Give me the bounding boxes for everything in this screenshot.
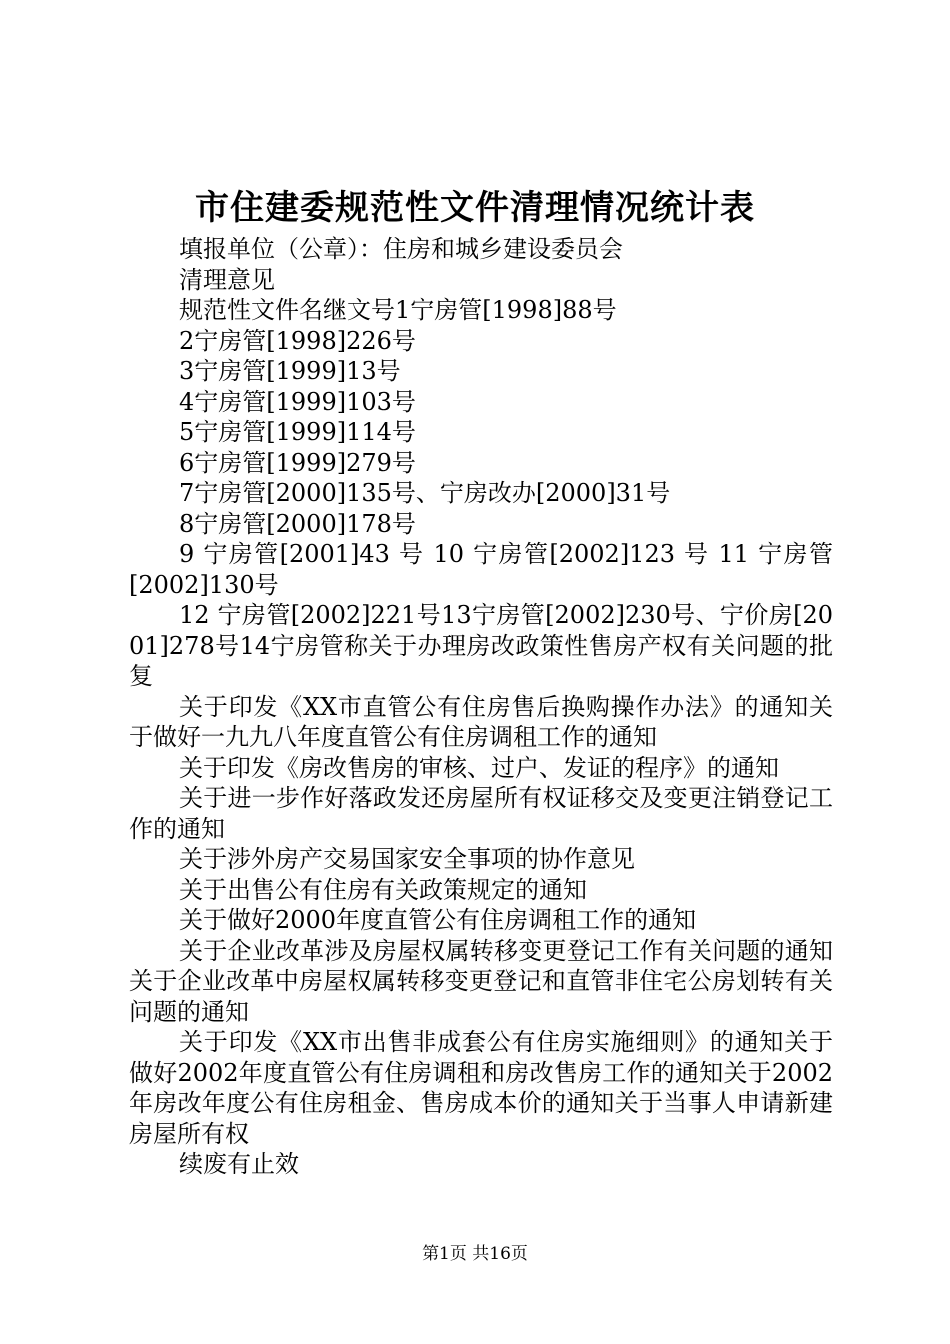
paragraph-doc-7: 7宁房管[2000]135号、宁房改办[2000]31号 — [179, 479, 671, 507]
paragraph-cleanup-opinion: 清理意见 — [179, 265, 275, 294]
paragraph-notice-procedure: 关于印发《房改售房的审核、过户、发证的程序》的通知 — [179, 753, 779, 782]
document-title: 市住建委规范性文件清理情况统计表 — [195, 188, 755, 228]
paragraph-enterprise-reform: 关于企业改革涉及房屋权属转移变更登记工作有关问题的通知关于企业改革中房屋权属转移变更登记和直管非住宅公房划转有关问题的通知 — [129, 936, 833, 1026]
paragraph-doc-1: 规范性文件名继文号1宁房管[1998]88号 — [179, 296, 617, 324]
page-footer: 第1页 共16页 — [422, 1244, 528, 1264]
document-body — [129, 234, 833, 1180]
paragraph-public-housing-policy: 关于出售公有住房有关政策规定的通知 — [179, 875, 587, 904]
paragraph-doc-5: 5宁房管[1999]114号 — [179, 418, 416, 446]
paragraph-fill-unit: 填报单位（公章）：住房和城乡建设委员会 — [179, 235, 623, 263]
paragraph-doc-8: 8宁房管[2000]178号 — [179, 509, 416, 538]
paragraph-doc-3: 3宁房管[1999]13号 — [179, 357, 401, 385]
paragraph-doc-2: 2宁房管[1998]226号 — [179, 326, 416, 355]
paragraph-doc-9-11: 9 宁房管[2001]43 号 10 宁房管[2002]123 号 11 宁房管[2002]130号 — [129, 540, 833, 599]
paragraph-2000-rent: 关于做好2000年度直管公有住房调租工作的通知 — [179, 906, 697, 934]
paragraph-status: 续废有止效 — [179, 1150, 299, 1178]
paragraph-doc-6: 6宁房管[1999]279号 — [179, 448, 416, 477]
paragraph-doc-4: 4宁房管[1999]103号 — [179, 387, 416, 416]
paragraph-doc-12-14: 12 宁房管[2002]221号13宁房管[2002]230号、宁价房[2001]278号14宁房管称关于办理房改政策性售房产权有关问题的批复 — [129, 601, 833, 690]
paragraph-notice-exchange: 关于印发《XX市直管公有住房售后换购操作办法》的通知关于做好一九九八年度直管公有住房调租工作的通知 — [129, 692, 833, 751]
paragraph-notice-registration: 关于进一步作好落政发还房屋所有权证移交及变更注销登记工作的通知 — [129, 784, 833, 843]
paragraph-2002-rules: 关于印发《XX市出售非成套公有住房实施细则》的通知关于做好2002年度直管公有住房调租和房改售房工作的通知关于2002年房改年度公有住房租金、售房成本价的通知关于当事人申请新建房屋所有权 — [129, 1028, 833, 1148]
paragraph-foreign-security: 关于涉外房产交易国家安全事项的协作意见 — [179, 845, 635, 873]
